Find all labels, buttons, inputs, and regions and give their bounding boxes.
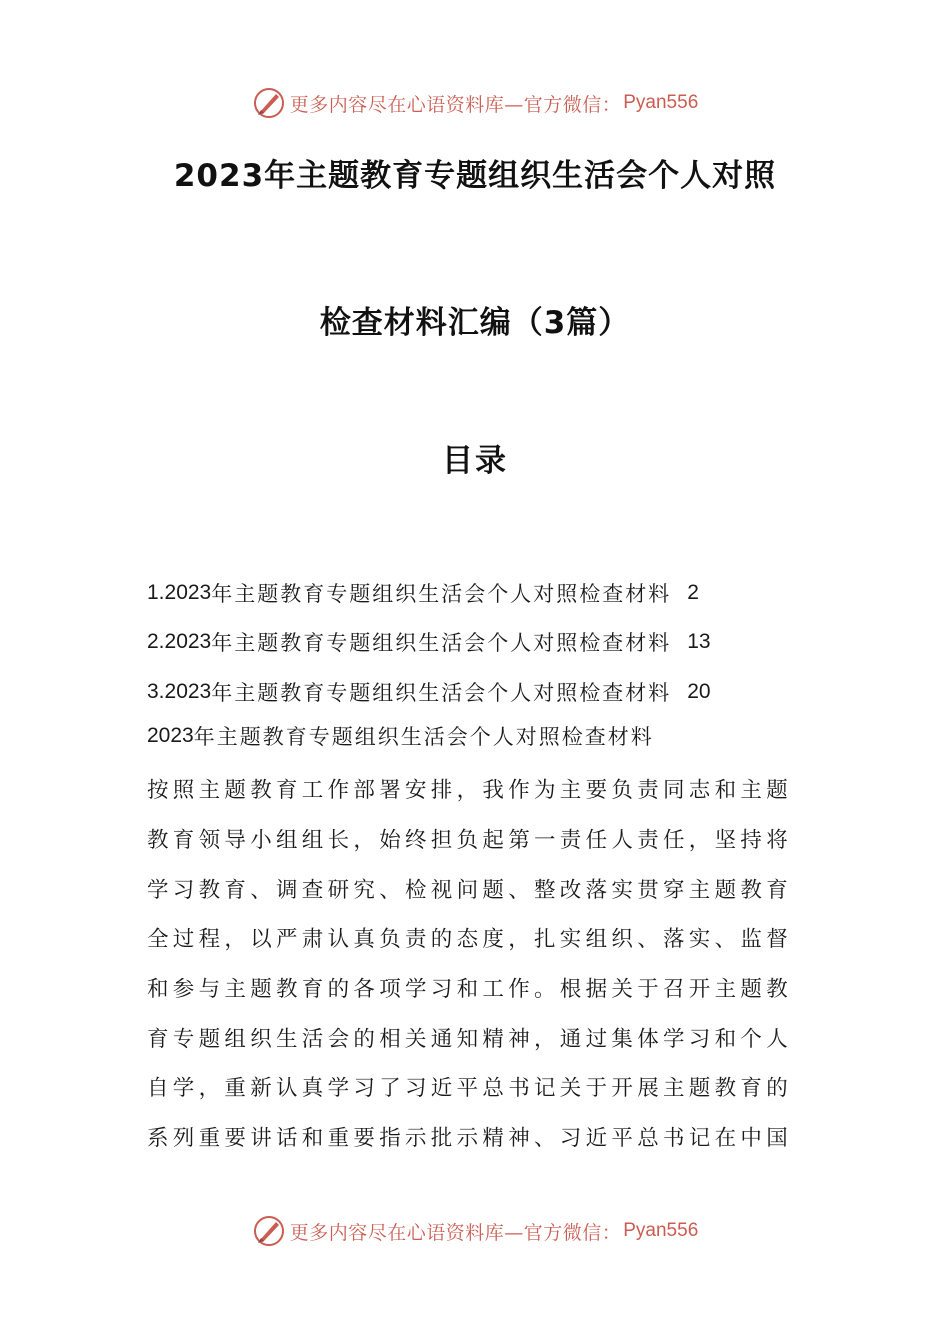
table-of-contents bbox=[147, 568, 807, 717]
toc-entry-title: 年主题教育专题组织生活会个人对照检查材料 bbox=[211, 581, 672, 606]
watermark-text: 更多内容尽在心语资料库—官方微信： bbox=[289, 1221, 622, 1244]
toc-entry-number: 2.2023 bbox=[147, 630, 212, 654]
paragraph-line: 教育领导小组组长，始终担负起第一责任人责任，坚持将 bbox=[147, 828, 793, 854]
paragraph-line: 系列重要讲话和重要指示批示精神、习近平总书记在中国 bbox=[147, 1126, 793, 1152]
toc-entry[interactable] bbox=[147, 618, 807, 668]
paragraph-line: 自学，重新认真学习了习近平总书记关于开展主题教育的 bbox=[147, 1076, 793, 1102]
toc-entry-number: 3.2023 bbox=[147, 679, 212, 703]
section-paragraph bbox=[147, 764, 807, 1162]
header-watermark bbox=[0, 86, 950, 120]
watermark-wechat-id: Pyan556 bbox=[623, 92, 699, 113]
footer-watermark bbox=[0, 1214, 950, 1248]
paragraph-line: 育专题组织生活会的相关通知精神，通过集体学习和个人 bbox=[147, 1026, 793, 1052]
toc-entry-page: 13 bbox=[687, 630, 711, 654]
toc-entry[interactable] bbox=[147, 667, 807, 717]
toc-entry-number: 1.2023 bbox=[147, 580, 212, 604]
toc-entry-page: 20 bbox=[687, 679, 711, 703]
paragraph-line: 和参与主题教育的各项学习和工作。根据关于召开主题教 bbox=[147, 977, 793, 1003]
paragraph-line: 学习教育、调查研究、检视问题、整改落实贯穿主题教育 bbox=[147, 877, 793, 903]
toc-entry[interactable] bbox=[147, 568, 807, 618]
paragraph-line: 按照主题教育工作部署安排，我作为主要负责同志和主题 bbox=[147, 778, 793, 804]
document-title-line-2: 检查材料汇编（3篇） bbox=[319, 305, 631, 341]
section-heading-text: 年主题教育专题组织生活会个人对照检查材料 bbox=[193, 725, 654, 749]
watermark-text: 更多内容尽在心语资料库—官方微信： bbox=[289, 93, 622, 116]
quill-pen-seal-icon bbox=[252, 1214, 286, 1248]
toc-entry-page: 2 bbox=[687, 580, 699, 604]
quill-pen-seal-icon bbox=[252, 86, 286, 120]
toc-heading: 目录 bbox=[442, 443, 508, 479]
section-heading-year: 2023 bbox=[147, 724, 194, 747]
toc-entry-title: 年主题教育专题组织生活会个人对照检查材料 bbox=[211, 680, 672, 705]
toc-entry-title: 年主题教育专题组织生活会个人对照检查材料 bbox=[211, 631, 672, 656]
watermark-wechat-id: Pyan556 bbox=[623, 1220, 699, 1241]
paragraph-line: 全过程，以严肃认真负责的态度，扎实组织、落实、监督 bbox=[147, 927, 793, 953]
section-heading bbox=[147, 716, 807, 756]
document-title-line-1: 2023年主题教育专题组织生活会个人对照 bbox=[173, 158, 777, 194]
